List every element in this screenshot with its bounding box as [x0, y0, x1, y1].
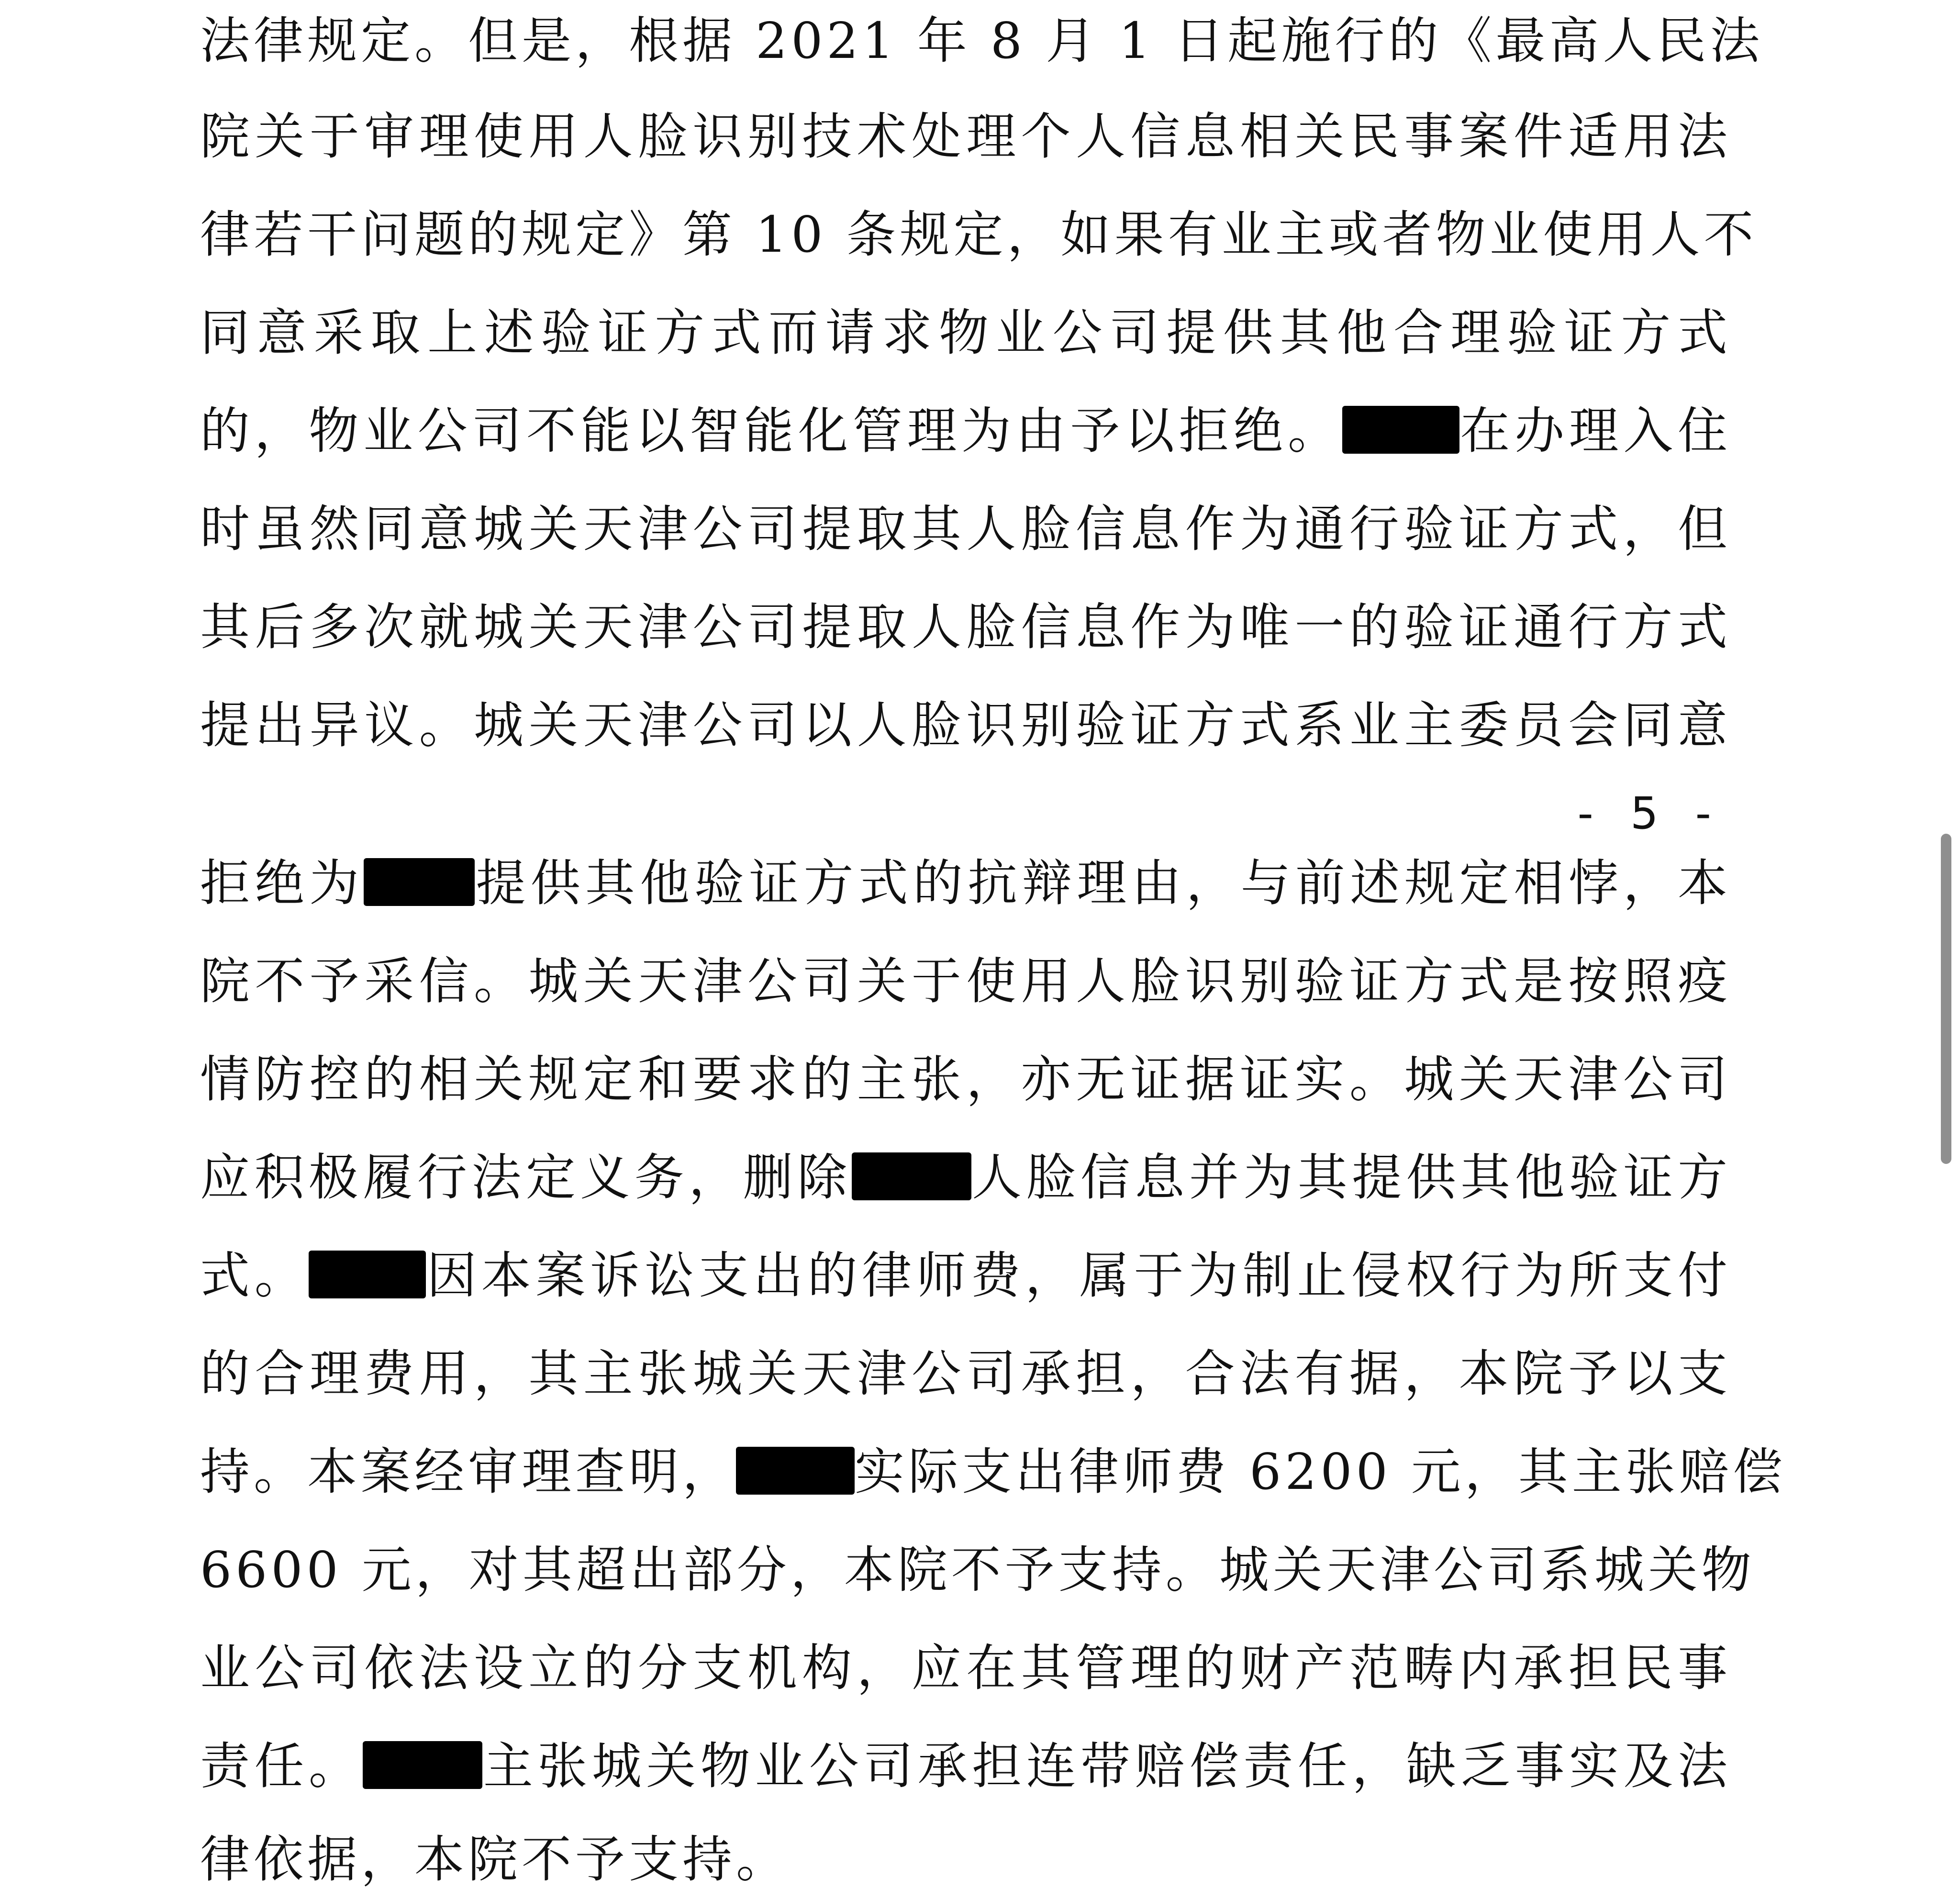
text-segment: 拒绝为	[200, 854, 364, 912]
text-segment: 的，物业公司不能以智能化管理为由予以拒绝。	[200, 402, 1342, 460]
text-segment: 同意采取上述验证方式而请求物业公司提供其他合理验证方式	[200, 303, 1731, 362]
text-segment: 时虽然同意城关天津公司提取其人脸信息作为通行验证方式，但	[200, 500, 1731, 558]
vertical-scrollbar-thumb[interactable]	[1941, 834, 1951, 1164]
redaction-bar	[1342, 406, 1459, 454]
paragraph-line-8	[200, 684, 1731, 766]
text-segment: 提供其他验证方式的抗辩理由，与前述规定相悖，本	[475, 854, 1731, 912]
text-segment: 法律规定。但是，根据 2021 年 8 月 1 日起施行的《最高人民法	[200, 11, 1764, 70]
paragraph-line-18	[200, 1725, 1731, 1807]
text-segment: 持。本案经审理查明，	[200, 1442, 736, 1501]
text-segment: 应积极履行法定义务，删除	[200, 1148, 852, 1207]
paragraph-line-2	[200, 96, 1731, 177]
text-segment: 律依据，本院不予支持。	[200, 1830, 790, 1889]
text-segment: 因本案诉讼支出的律师费，属于为制止侵权行为所支付	[426, 1246, 1731, 1305]
paragraph-line-9	[200, 842, 1731, 924]
text-segment: 在办理入住	[1459, 402, 1731, 460]
paragraph-line-13	[200, 1235, 1731, 1316]
paragraph-line-3	[200, 194, 1758, 275]
paragraph-line-14	[200, 1333, 1731, 1414]
text-segment: 实际支出律师费 6200 元，其主张赔偿	[855, 1442, 1786, 1501]
text-segment: 业公司依法设立的分支机构，应在其管理的财产范畴内承担民事	[200, 1639, 1731, 1697]
paragraph-line-19	[200, 1819, 1731, 1900]
redaction-bar	[736, 1447, 855, 1495]
redaction-bar	[364, 858, 475, 906]
text-segment: 院关于审理使用人脸识别技术处理个人信息相关民事案件适用法	[200, 107, 1731, 166]
page-number: - 5 -	[1577, 788, 1723, 839]
text-segment: 式。	[200, 1246, 309, 1305]
paragraph-line-16	[200, 1529, 1755, 1610]
text-segment: 主张城关物业公司承担连带赔偿责任，缺乏事实及法	[482, 1737, 1731, 1795]
paragraph-line-4	[200, 292, 1731, 373]
text-segment: 人脸信息并为其提供其他验证方	[971, 1148, 1731, 1207]
text-segment: 院不予采信。城关天津公司关于使用人脸识别验证方式是按照疫	[200, 952, 1731, 1010]
redaction-bar	[852, 1152, 971, 1200]
paragraph-line-15	[200, 1431, 1786, 1512]
text-segment: 责任。	[200, 1737, 363, 1795]
paragraph-line-6	[200, 488, 1731, 570]
text-segment: 的合理费用，其主张城关天津公司承担，合法有据，本院予以支	[200, 1344, 1731, 1403]
paragraph-line-17	[200, 1627, 1731, 1709]
text-segment: 提出异议。城关天津公司以人脸识别验证方式系业主委员会同意	[200, 696, 1731, 754]
redaction-bar	[363, 1741, 482, 1789]
text-segment: 6600 元，对其超出部分，本院不予支持。城关天津公司系城关物	[200, 1541, 1755, 1599]
paragraph-line-11	[200, 1039, 1731, 1120]
paragraph-line-12	[200, 1137, 1731, 1218]
text-segment: 情防控的相关规定和要求的主张，亦无证据证实。城关天津公司	[200, 1050, 1731, 1108]
paragraph-line-7	[200, 586, 1731, 668]
paragraph-line-10	[200, 940, 1731, 1022]
text-segment: 其后多次就城关天津公司提取人脸信息作为唯一的验证通行方式	[200, 598, 1731, 656]
text-segment: 律若干问题的规定》第 10 条规定，如果有业主或者物业使用人不	[200, 205, 1758, 264]
redaction-bar	[309, 1251, 426, 1298]
paragraph-line-1	[200, 0, 1764, 81]
paragraph-line-5	[200, 390, 1731, 471]
